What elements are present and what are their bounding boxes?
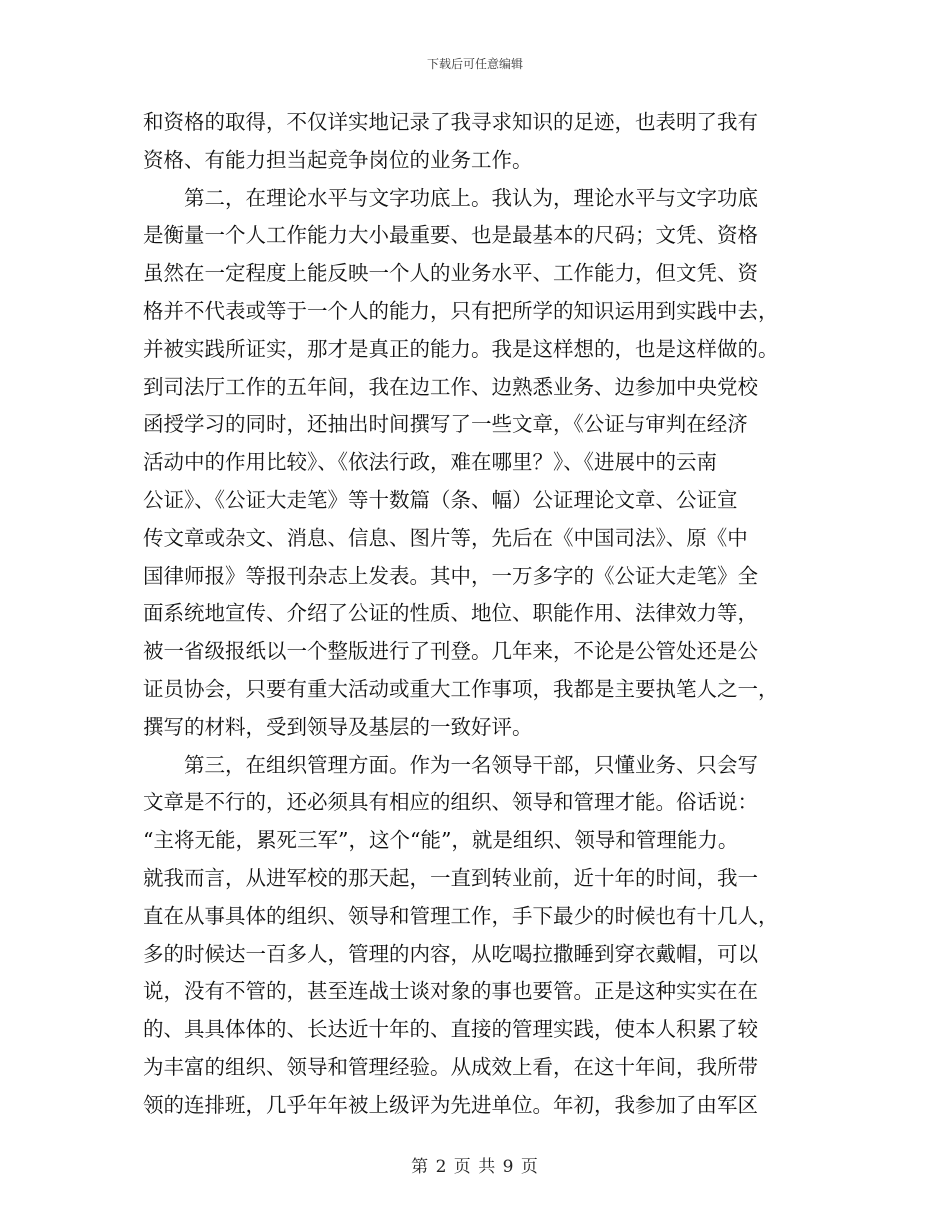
text-line: “主将无能，累死三军”，这个“能”，就是组织、领导和管理能力。 bbox=[143, 828, 739, 853]
text-line: 资格、有能力担当起竞争岗位的业务工作。 bbox=[143, 147, 533, 172]
text-line: 活动中的作用比较》、《依法行政，难在哪里？》、《进展中的云南 bbox=[143, 450, 717, 475]
text-line: 国律师报》等报刊杂志上发表。其中，一万多字的《公证大走笔》全 bbox=[143, 563, 758, 588]
text-line: 并被实践所证实，那才是真正的能力。我是这样想的，也是这样做的。 bbox=[143, 336, 779, 361]
text-line: 为丰富的组织、领导和管理经验。从成效上看，在这十年间，我所带 bbox=[143, 1054, 758, 1079]
text-line: 到司法厅工作的五年间，我在边工作、边熟悉业务、边参加中央党校 bbox=[143, 374, 758, 399]
text-line: 撰写的材料，受到领导及基层的一致好评。 bbox=[143, 714, 533, 739]
text-line: 公证》、《公证大走笔》等十数篇（条、幅）公证理论文章、公证宣 bbox=[143, 487, 738, 512]
text-line: 面系统地宣传、介绍了公证的性质、地位、职能作用、法律效力等， bbox=[143, 601, 758, 626]
text-line: 虽然在一定程度上能反映一个人的业务水平、工作能力，但文凭、资 bbox=[143, 261, 758, 286]
text-line: 传文章或杂文、消息、信息、图片等，先后在《中国司法》、原《中 bbox=[143, 525, 748, 550]
text-line: 是衡量一个人工作能力大小最重要、也是最基本的尺码；文凭、资格 bbox=[143, 223, 758, 248]
text-line: 证员协会，只要有重大活动或重大工作事项，我都是主要执笔人之一， bbox=[143, 676, 779, 701]
text-line: 领的连排班，几乎年年被上级评为先进单位。年初，我参加了由军区 bbox=[143, 1092, 758, 1117]
text-line: 函授学习的同时，还抽出时间撰写了一些文章，《公证与审判在经济 bbox=[143, 412, 748, 437]
text-line: 格并不代表或等于一个人的能力，只有把所学的知识运用到实践中去， bbox=[143, 298, 779, 323]
page-number: 第 2 页 共 9 页 bbox=[411, 1157, 539, 1177]
text-line: 说，没有不管的，甚至连战士谈对象的事也要管。正是这种实实在在 bbox=[143, 979, 758, 1004]
document-body bbox=[143, 104, 808, 1125]
text-line: 就我而言，从进军校的那天起，一直到转业前，近十年的时间，我一 bbox=[143, 865, 758, 890]
text-line: 第三，在组织管理方面。作为一名领导干部，只懂业务、只会写 bbox=[184, 752, 758, 777]
text-line: 第二，在理论水平与文字功底上。我认为，理论水平与文字功底 bbox=[184, 185, 758, 210]
text-line: 和资格的取得，不仅详实地记录了我寻求知识的足迹，也表明了我有 bbox=[143, 110, 758, 134]
header-note: 下载后可任意编辑 bbox=[426, 57, 523, 71]
text-line: 的、具具体体的、长达近十年的、直接的管理实践，使本人积累了较 bbox=[143, 1017, 758, 1042]
text-line: 多的时候达一百多人，管理的内容，从吃喝拉撒睡到穿衣戴帽，可以 bbox=[143, 941, 758, 966]
text-line: 被一省级报纸以一个整版进行了刊登。几年来，不论是公管处还是公 bbox=[143, 639, 758, 664]
text-line: 文章是不行的，还必须具有相应的组织、领导和管理才能。俗话说： bbox=[143, 790, 758, 815]
text-line: 直在从事具体的组织、领导和管理工作，手下最少的时候也有十几人， bbox=[143, 903, 779, 928]
